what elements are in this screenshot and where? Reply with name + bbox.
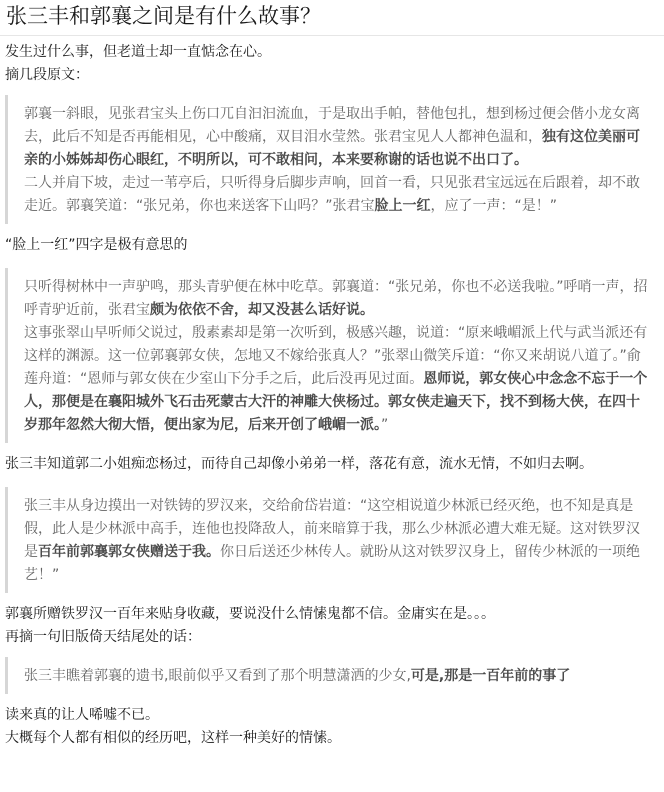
quote-2-text: 只听得树林中一声驴鸣，那头青驴便在林中吃草。郭襄道：“张兄弟，你也不必送我啦。”呼哨一声，招呼青驴近前，张君宝: [24, 279, 648, 318]
quote-4-bold: 可是,那是一百年前的事了: [410, 668, 571, 684]
quote-1-bold: 脸上一红: [374, 198, 431, 214]
quote-3-bold: 百年前郭襄郭女侠赠送于我。: [38, 544, 220, 560]
quote-4-paragraph: [24, 665, 652, 688]
answer-body: [0, 41, 664, 750]
intro-line-1: 发生过什么事，但老道士却一直惦念在心。: [5, 44, 271, 60]
question-title: 张三丰和郭襄之间是有什么故事？: [6, 4, 321, 28]
quote-3-text: 你日后送还少林传人。就盼从这对铁罗汉身上，留传少林派的一项绝艺！”: [24, 544, 640, 583]
intro-line-2: 摘几段原文：: [5, 67, 89, 83]
quote-2-paragraph-2: [24, 322, 652, 437]
quote-1-text: 二人并肩下坡，走过一苇亭后，只听得身后脚步声响，回首一看，只见张君宝远远在后跟着，却不敢走近。郭襄笑道：“张兄弟，你也来送客下山吗？”张君宝: [24, 175, 640, 214]
quote-1-bold: 独有这位美丽可亲的小姊姊却伤心眼红，不明所以，可不敢相问，本来要称谢的话也说不出口了。: [24, 129, 640, 168]
quote-1-text: 郭襄一斜眼，见张君宝头上伤口兀自汩汩流血，于是取出手帕，替他包扎，想到杨过便会偕小龙女离去，此后不知是否再能相见，心中酸痛，双目泪水莹然。张君宝见人人都神色温和，: [24, 106, 640, 145]
quote-2-text: ”: [381, 417, 389, 433]
quote-1-paragraph-1: [24, 103, 652, 172]
quote-1-paragraph-2: [24, 172, 652, 218]
outro-line-1: 读来真的让人唏嘘不已。: [5, 707, 159, 723]
outro-line-2: 大概每个人都有相似的经历吧，这样一种美好的情愫。: [5, 730, 341, 746]
commentary-1: “脸上一红”四字是极有意思的: [5, 237, 188, 253]
quote-2-paragraph-1: [24, 276, 652, 322]
quote-block-2: [5, 268, 658, 443]
commentary-4: 再摘一句旧版倚天结尾处的话：: [5, 629, 201, 645]
quote-1-text: ，应了一声：“是！”: [430, 198, 558, 214]
quote-block-4: [5, 657, 658, 694]
quote-2-bold: 颇为依依不舍，却又没甚么话好说。: [150, 302, 374, 318]
commentary-3: 郭襄所赠铁罗汉一百年来贴身收藏，要说没什么情愫鬼都不信。金庸实在是。。。: [5, 606, 495, 622]
quote-2-bold: 恩师说，郭女侠心中念念不忘于一个人，那便是在襄阳城外飞石击死蒙古大汗的神雕大侠杨过。郭女侠走遍天下，找不到杨大侠，在四十岁那年忽然大彻大悟，便出家为尼，后来开创了峨嵋一派。: [24, 371, 648, 433]
commentary-2: 张三丰知道郭二小姐痴恋杨过，而待自己却像小弟弟一样，落花有意，流水无情，不如归去啊。: [5, 456, 593, 472]
quote-2-text: 这事张翠山早听师父说过，殷素素却是第一次听到，极感兴趣，说道：“原来峨嵋派上代与武当派还有这样的渊源。这一位郭襄郭女侠，怎地又不嫁给张真人？”张翠山微笑斥道：“你又来胡说八道了。”俞莲舟道：“恩师与郭女侠在少室山下分手之后，此后没再见过面。: [24, 325, 648, 387]
title-divider: [0, 35, 664, 36]
quote-3-text: 张三丰从身边摸出一对铁铸的罗汉来，交给俞岱岩道：“这空相说道少林派已经灭绝，也不知是真是假，此人是少林派中高手，连他也投降敌人，前来暗算于我，那么少林派必遭大难无疑。这对铁罗汉是: [24, 498, 640, 560]
quote-4-text: 张三丰瞧着郭襄的遗书,眼前似乎又看到了那个明慧潇洒的少女,: [24, 668, 411, 684]
quote-block-1: [5, 95, 658, 224]
quote-3-paragraph: [24, 495, 652, 587]
quote-block-3: [5, 487, 658, 593]
